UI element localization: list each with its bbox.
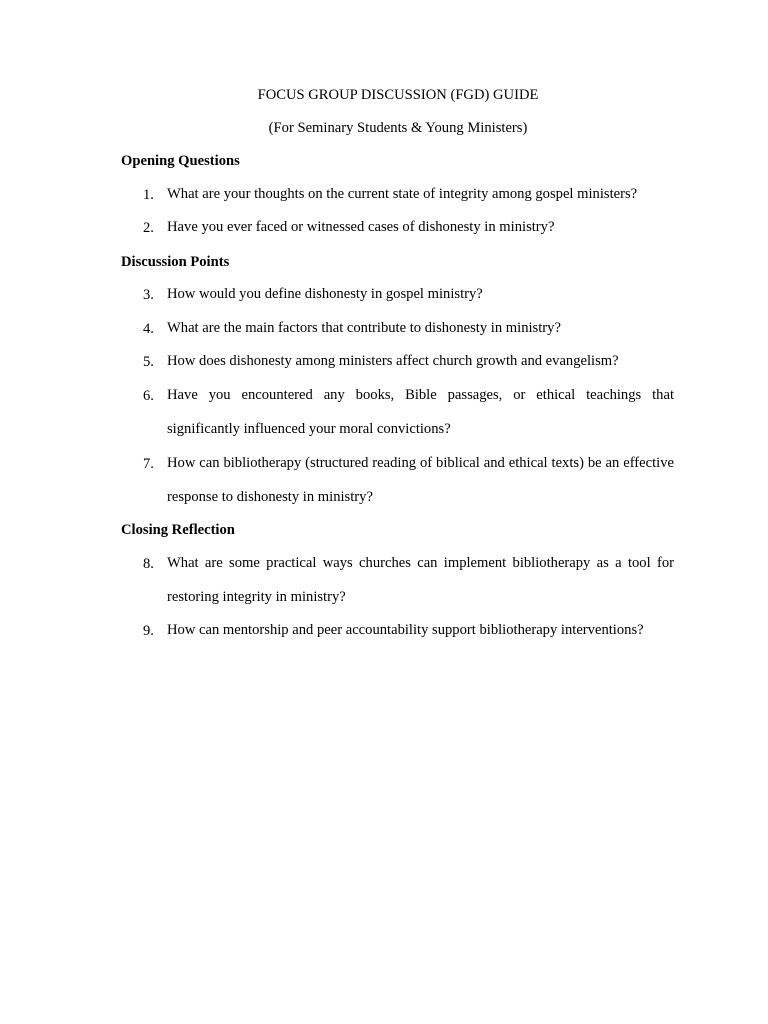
question-text: What are the main factors that contribute to dishonesty in ministry? (167, 320, 561, 337)
section-heading-opening: Opening Questions (121, 153, 240, 169)
section-heading-closing: Closing Reflection (121, 522, 235, 538)
question-text: How would you define dishonesty in gospel ministry? (167, 286, 483, 303)
question-text: How can mentorship and peer accountability support bibliotherapy interventions? (167, 622, 644, 639)
question-text: How does dishonesty among ministers affect church growth and evangelism? (167, 353, 619, 370)
question-number: 7. (143, 456, 154, 472)
question-number: 8. (143, 556, 154, 572)
question-number: 2. (143, 220, 154, 236)
question-text: Have you encountered any books, Bible passages, or ethical teachings that significantly influenced your moral convictions? (167, 387, 674, 437)
question-text: What are your thoughts on the current state of integrity among gospel ministers? (167, 186, 638, 203)
question-number: 9. (143, 623, 154, 639)
document-subtitle: (For Seminary Students & Young Ministers) (268, 120, 528, 136)
section-heading-discussion: Discussion Points (121, 254, 230, 270)
question-number: 5. (143, 354, 154, 370)
question-number: 1. (143, 187, 154, 203)
question-text: What are some practical ways churches can implement bibliotherapy as a tool for restoring integrity in ministry? (167, 555, 674, 605)
document-title: FOCUS GROUP DISCUSSION (FGD) GUIDE (257, 87, 539, 103)
question-number: 6. (143, 388, 154, 404)
question-text: How can bibliotherapy (structured reading of biblical and ethical texts) be an effective response to dishonesty in ministry? (167, 455, 674, 505)
question-text: Have you ever faced or witnessed cases of dishonesty in ministry? (167, 219, 555, 236)
question-number: 4. (143, 321, 154, 337)
question-number: 3. (143, 287, 154, 303)
